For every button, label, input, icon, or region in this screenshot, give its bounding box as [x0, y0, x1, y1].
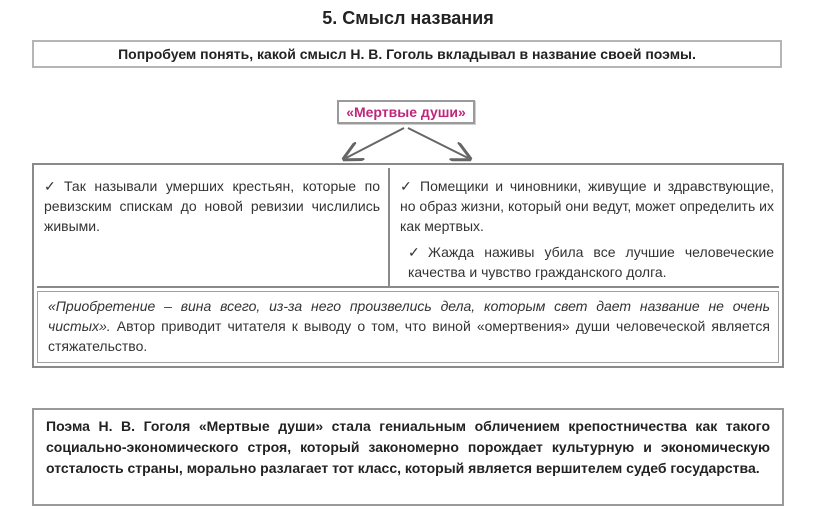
- meaning-figurative-text-1: Помещики и чиновники, живущие и здравствующие, но образ жизни, который они ведут, может определить их как мертвых.: [400, 178, 774, 234]
- meaning-figurative-text-2: Жажда наживы убила все лучшие человеческие качества и чувство гражданского долга.: [408, 244, 774, 280]
- row-divider: [37, 286, 779, 288]
- arrow-right: [408, 128, 468, 158]
- checkmark-icon: ✓: [44, 178, 56, 194]
- quote-explanation: Автор приводит читателя к выводу о том, что виной «омертвения» души человеческой является стяжательство.: [48, 318, 770, 354]
- quote-paragraph: [48, 296, 770, 356]
- checkmark-icon: ✓: [408, 244, 420, 260]
- column-divider: [388, 168, 390, 286]
- arrow-left: [346, 128, 404, 158]
- poem-title-text: «Мертвые души»: [346, 104, 466, 120]
- meaning-literal-cell: [44, 176, 380, 236]
- gogol-quote: «Приобретение – вина всего, из-за него произвелись дела, которым свет дает название не очень чистых».: [48, 298, 770, 334]
- checkmark-icon: ✓: [400, 178, 412, 194]
- section-title: 5. Смысл названия: [322, 8, 494, 28]
- meaning-figurative-cell-1: [400, 176, 774, 236]
- conclusion-box: [32, 408, 784, 506]
- intro-text: Попробуем понять, какой смысл Н. В. Гоголь вкладывал в название своей поэмы.: [118, 46, 696, 62]
- meaning-literal-text: Так называли умерших крестьян, которые по ревизским спискам до новой ревизии числились живыми.: [44, 178, 380, 234]
- meaning-figurative-cell-2: [408, 242, 774, 282]
- conclusion-text: Поэма Н. В. Гоголя «Мертвые души» стала гениальным обличением крепостничества как такого социально-экономического строя, который закономерно порождает культурную и экономическую отсталость страны, морально разлагает тот класс, который является вершителем судеб государства.: [46, 418, 770, 476]
